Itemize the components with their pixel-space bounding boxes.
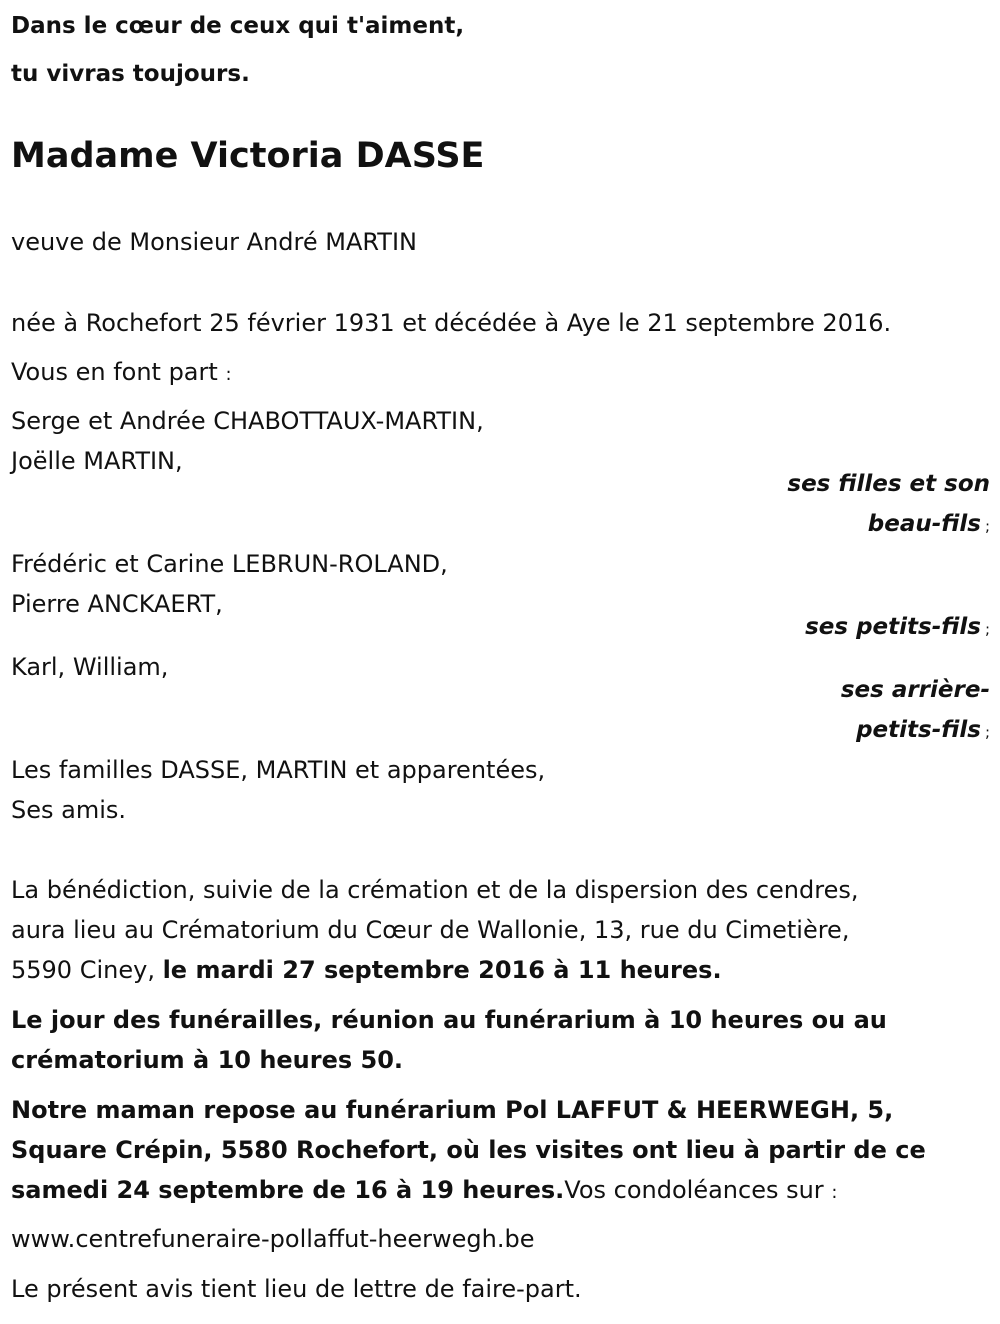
announcement-intro-text: Vous en font part xyxy=(11,358,218,386)
great-grandchildren-line-1: Karl, William, xyxy=(11,653,169,681)
daughters-relation-line-1: ses filles et son xyxy=(787,471,990,497)
rest-line-3 xyxy=(11,1175,837,1208)
meeting-line-2: crématorium à 10 heures 50. xyxy=(11,1046,404,1074)
condolences-colon: : xyxy=(831,1182,838,1203)
grandchildren-line-1: Frédéric et Carine LEBRUN-ROLAND, xyxy=(11,550,448,578)
families-line: Les familles DASSE, MARTIN et apparentées, xyxy=(11,756,546,784)
friends-line: Ses amis. xyxy=(11,796,127,824)
ceremony-line-3 xyxy=(11,955,722,985)
great-grandchildren-relation-semicolon: ; xyxy=(984,723,990,741)
announcement-intro xyxy=(11,357,232,390)
daughters-relation-text: beau-fils xyxy=(867,511,981,537)
great-grandchildren-relation-line-2 xyxy=(856,715,990,747)
meeting-line-1: Le jour des funérailles, réunion au funérarium à 10 heures ou au xyxy=(11,1006,887,1034)
ceremony-line-2: aura lieu au Crématorium du Cœur de Wallonie, 13, rue du Cimetière, xyxy=(11,916,850,944)
rest-line-1: Notre maman repose au funérarium Pol LAFFUT & HEERWEGH, 5, xyxy=(11,1096,894,1124)
deceased-name: Madame Victoria DASSE xyxy=(11,136,485,176)
widow-of: veuve de Monsieur André MARTIN xyxy=(11,228,417,256)
birth-death: née à Rochefort 25 février 1931 et décédée à Aye le 21 septembre 2016. xyxy=(11,309,892,337)
visit-dates: samedi 24 septembre de 16 à 19 heures. xyxy=(11,1176,565,1204)
condolences-text: Vos condoléances sur xyxy=(564,1176,824,1204)
great-grandchildren-relation-line-1: ses arrière- xyxy=(840,677,990,703)
daughters-relation-semicolon: ; xyxy=(984,517,990,535)
closing-note: Le présent avis tient lieu de lettre de faire-part. xyxy=(11,1275,582,1303)
grandchildren-line-2: Pierre ANCKAERT, xyxy=(11,590,223,618)
rest-line-2: Square Crépin, 5580 Rochefort, où les visites ont lieu à partir de ce xyxy=(11,1136,926,1164)
condolences-website-link[interactable]: www.centrefuneraire-pollaffut-heerwegh.be xyxy=(11,1225,535,1253)
daughters-line-1: Serge et Andrée CHABOTTAUX-MARTIN, xyxy=(11,407,484,435)
grandchildren-relation xyxy=(805,612,990,644)
daughters-line-2: Joëlle MARTIN, xyxy=(11,447,183,475)
ceremony-location-postal: 5590 Ciney, xyxy=(11,956,163,984)
great-grandchildren-relation-text: petits-fils xyxy=(856,717,981,743)
ceremony-date-time: le mardi 27 septembre 2016 à 11 heures. xyxy=(162,956,722,984)
quote-line-2: tu vivras toujours. xyxy=(11,61,250,87)
announcement-intro-colon: : xyxy=(225,364,232,385)
grandchildren-relation-text: ses petits-fils xyxy=(805,614,981,640)
ceremony-line-1: La bénédiction, suivie de la crémation et de la dispersion des cendres, xyxy=(11,876,859,904)
grandchildren-relation-semicolon: ; xyxy=(984,620,990,638)
daughters-relation-line-2 xyxy=(868,509,990,541)
quote-line-1: Dans le cœur de ceux qui t'aiment, xyxy=(11,13,465,39)
